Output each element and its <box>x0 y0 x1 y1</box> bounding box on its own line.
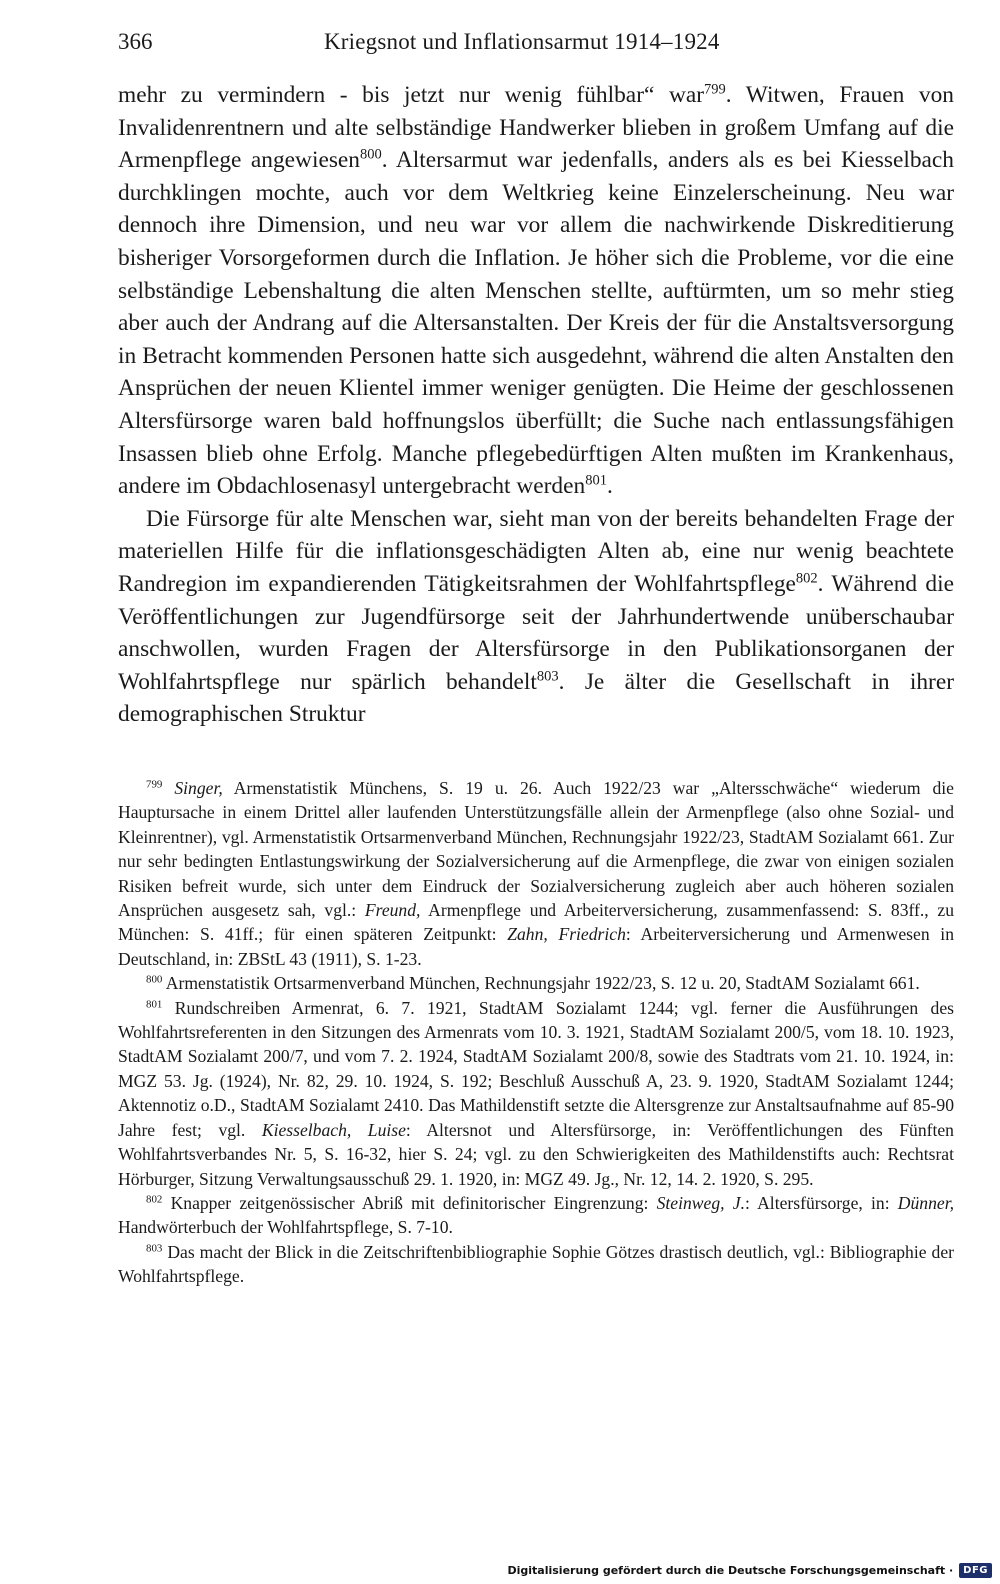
text-run: . Altersarmut war jedenfalls, anders als es bei Kiesselbach durchklingen mochte, auch vor dem Weltkrieg keine Einzelerscheinung. Neu war dennoch ihre Dimension, und neu war vor allem die nachwirkende Diskreditierung bisheriger Vorsorgeformen durch die Inflation. Je höher sich die Probleme, vor die eine selbständige Lebenshaltung die alten Menschen stellte, auftürmten, um so mehr stieg aber auch der Andrang auf die Altersanstalten. Der Kreis der für die Anstaltsversorgung in Betracht kommenden Personen hatte sich ausgedehnt, während die alten Anstalten den Ansprüchen der neuen Klientel immer weniger genügten. Die Heime der geschlossenen Altersfürsorge waren bald hoffnungslos überfüllt; die Suche nach entlassungsfähigen Insassen blieb ohne Erfolg. Manche pflegebedürftigen Alten mußten im Krankenhaus, andere im Obdachlosenasyl untergebracht werden <box>118 147 954 500</box>
footnotes <box>118 776 954 1289</box>
footnote-ref-802: 802 <box>795 570 818 587</box>
author-name: Steinweg, J. <box>656 1192 745 1213</box>
footnote-799 <box>118 776 954 971</box>
footnote-ref-801: 801 <box>585 472 607 489</box>
dfg-logo-icon: DFG <box>959 1563 992 1578</box>
footnote-800 <box>118 971 954 995</box>
text-run: Rundschreiben Armenrat, 6. 7. 1921, StadtAM Sozialamt 1244; vgl. ferner die Ausführungen des Wohlfahrtsreferenten in den Sitzungen des Armenrats vom 10. 3. 1921, StadtAM Sozialamt 200/5, vom 18. 10. 1923, StadtAM Sozialamt 200/7, und vom 7. 2. 1924, StadtAM Sozialamt 200/8, sowie des Stadtrats vom 21. 10. 1924, in: MGZ 53. Jg. (1924), Nr. 82, 29. 10. 1924, S. 192; Beschluß Ausschuß A, 23. 9. 1920, StadtAM Sozialamt 1244; Aktennotiz o.D., StadtAM Sozialamt 2410. Das Mathildenstift setzte die Altersgrenze zur Anstaltsaufnahme auf 85-90 Jahre fest; vgl. <box>118 997 954 1140</box>
author-name: Freund, <box>364 900 421 921</box>
text-run: Knapper zeitgenössischer Abriß mit definitorischer Eingrenzung: <box>162 1192 657 1213</box>
text-run: . Je älter die Gesellschaft in ihrer demographischen Struktur <box>118 668 954 728</box>
text-run: . Witwen, Frauen von Invalidenrentnern und alte selbständige Handwerker blieben in großem Umfang auf die Armenpflege angewiesen <box>118 82 954 174</box>
text-run: Armenstatistik Ortsarmenverband München, Rechnungsjahr 1922/23, S. 12 u. 20, StadtAM Sozialamt 661. <box>162 973 920 994</box>
text-run: Handwörterbuch der Wohlfahrtspflege, S. 7-10. <box>118 1217 453 1238</box>
footnote-number: 801 <box>146 998 163 1011</box>
footnote-801 <box>118 996 954 1191</box>
author-name: Singer, <box>174 778 223 798</box>
footnote-ref-803: 803 <box>536 668 559 685</box>
paragraph-2 <box>118 503 954 731</box>
footnote-803 <box>118 1240 954 1289</box>
text-run: . <box>606 473 613 500</box>
author-name: Kiesselbach, Luise <box>261 1119 406 1140</box>
text-run: Das macht der Blick in die Zeitschriftenbibliographie Sophie Götzes drastisch deutlich, vgl.: Bibliographie der Wohlfahrtspflege. <box>118 1241 954 1287</box>
footnote-ref-799: 799 <box>704 81 726 98</box>
footnote-number: 799 <box>146 778 163 791</box>
text-run: . Während die Veröffentlichungen zur Jugendfürsorge seit der Jahrhundertwende unüberschaubar anschwollen, wurden Fragen der Altersfürsorge in den Publikationsorganen der Wohlfahrtspflege nur spärlich behandelt <box>118 570 954 695</box>
page-header <box>118 22 954 62</box>
footnote-802 <box>118 1191 954 1240</box>
footnote-number: 802 <box>146 1193 163 1206</box>
footnote-number: 800 <box>146 973 163 986</box>
text-run: : Altersfürsorge, in: <box>744 1192 898 1213</box>
digitization-text: Digitalisierung gefördert durch die Deutsche Forschungsgemeinschaft · <box>507 1563 954 1577</box>
text-run: Armenstatistik Münchens, S. 19 u. 26. Auch 1922/23 war „Altersschwäche“ wiederum die Hauptursache in einem Drittel aller laufenden Unterstützungsfälle allein der Armenpflege (also ohne Sozial- und Kleinrentner), vgl. Armenstatistik Ortsarmenverband München, Rechnungsjahr 1922/23, StadtAM Sozialamt 661. Zur nur sehr bedingten Entlastungswirkung der Sozialversicherung auf die Armenpflege, die zwar von einigen sozialen Risiken befreit wurde, sich unter dem Eindruck der Sozialversicherung zugleich aber auch höheren sozialen Ansprüchen ausgesetz sah, vgl.: <box>118 778 954 921</box>
text-run: : Arbeiterversicherung und Armenwesen in Deutschland, in: ZBStL 43 (1911), S. 1-23. <box>118 924 954 969</box>
text-run: : Altersnot und Altersfürsorge, in: Veröffentlichungen des Fünften Wohlfahrtsverbandes Nr. 5, S. 16-32, hier S. 24; vgl. zu den Schwierigkeiten des Mathildenstifts auch: Rechtsrat Hörburger, Sitzung Verwaltungsausschuß 29. 1. 1920, in: MGZ 49. Jg., Nr. 12, 14. 2. 1920, S. 295. <box>118 1119 954 1189</box>
author-name: Dünner, <box>897 1192 954 1213</box>
footnote-ref-800: 800 <box>360 146 382 163</box>
running-title: Kriegsnot und Inflationsarmut 1914–1924 <box>324 29 720 54</box>
footnote-number: 803 <box>146 1242 163 1255</box>
text-run: mehr zu vermindern - bis jetzt nur wenig fühlbar“ war <box>118 82 705 108</box>
text-run: Armenpflege und Arbeiterversicherung, zusammenfassend: S. 83ff., zu München: S. 41ff.; für einen späteren Zeitpunkt: <box>118 900 955 945</box>
digitization-notice <box>507 1560 992 1580</box>
page-number: 366 <box>118 29 153 54</box>
text-run: Die Fürsorge für alte Menschen war, sieht man von der bereits behandelten Frage der materiellen Hilfe für die inflationsgeschädigten Alten ab, eine nur wenig beachtete Randregion im expandierenden Tätigkeitsrahmen der Wohlfahrtspflege <box>118 505 954 597</box>
main-text <box>118 79 954 731</box>
author-name: Zahn, Friedrich <box>507 924 626 945</box>
paragraph-1 <box>118 79 954 503</box>
